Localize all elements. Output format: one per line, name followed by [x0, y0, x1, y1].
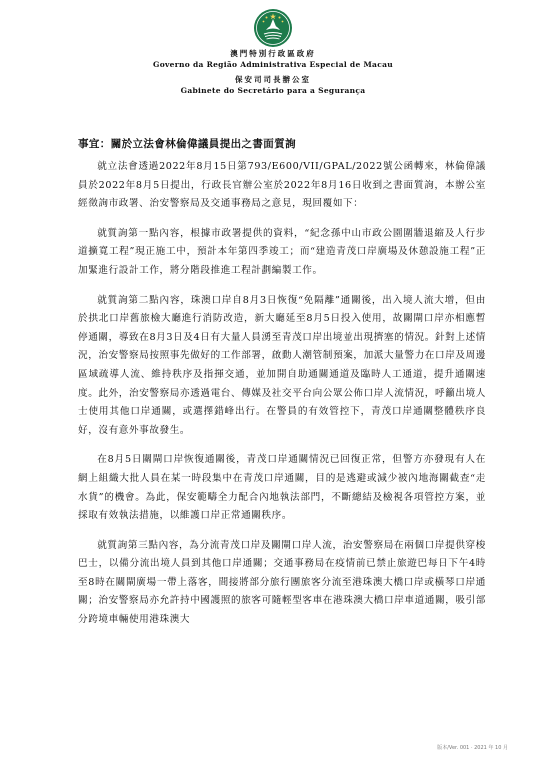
version-footer: 版本/Ver. 001 · 2021 年 10 月 [437, 745, 508, 751]
office-name-chinese: 保安司司長辦公室 [235, 75, 311, 84]
macau-emblem-icon [253, 8, 293, 48]
paragraph: 就質詢第二點內容，珠澳口岸自8月3日恢復“免隔離”通關後，出入境人流大增，但由於拱北口岸舊旅檢大廳進行消防改造，新大廳延至8月5日投入使用，故關閘口岸亦相應暫停通關，導致在8月3日及4日有大量人員湧至青茂口岸出境並出現擠塞的情況。針對上述情況，治安警察局按照事先做好的工作部署，啟動人潮管制預案，加派大量警力在口岸及周邊區域疏導人流、維持秩序及指揮交通，並加開自助通關通道及臨時人工通道，提升通關速度。此外，治安警察局亦透過電台、傳媒及社交平台向公眾公佈口岸人流情況，呼籲出境人士使用其他口岸通關，或選擇錯峰出行。在警員的有效管控下，青茂口岸通關整體秩序良好，沒有意外事故發生。 [78, 294, 486, 436]
paragraph: 在8月5日關閘口岸恢復通關後，青茂口岸通關情況已回復正常，但警方亦發現有人在網上組織大批人員在某一時段集中在青茂口岸通關，目的是逃避或減少被內地海關截查“走水貨”的機會。為此，保安範疇全力配合內地執法部門，不斷總結及檢視各項管控方案，並採取有效執法措施，以維護口岸正常通關秩序。 [78, 454, 486, 522]
letterhead [0, 8, 546, 96]
government-name-chinese: 澳門特別行政區政府 [230, 49, 316, 58]
paragraph: 就質詢第三點內容，為分流青茂口岸及關閘口岸人流，治安警察局在兩個口岸提供穿梭巴士，以備分流出境人員到其他口岸通關；交通事務局在疫情前已禁止旅遊巴每日下午4時至8時在關閘廣場一帶上落客，間接將部分旅行團旅客分流至港珠澳大橋口岸或橫琴口岸通關；治安警察局亦允許持中國護照的旅客可隨輕型客車在港珠澳大橋口岸車道通關，吸引部分跨境車輛使用港珠澳大 [78, 539, 486, 626]
subject-line: 事宜：關於立法會林倫偉議員提出之書面質詢 [78, 138, 296, 150]
paragraph: 就質詢第一點內容，根據市政署提供的資料，“紀念孫中山市政公園圍牆退縮及人行步道擴寬工程”現正施工中，預計本年第四季竣工；而“建造青茂口岸廣場及休憩設施工程”正加緊進行設計工作，將分階段推進工程計劃編製工作。 [78, 227, 486, 276]
letter-body [78, 158, 486, 641]
office-name-portuguese: Gabinete do Secretário para a Segurança [180, 86, 366, 95]
government-name-portuguese: Governo da Região Administrativa Especial de Macau [153, 60, 393, 69]
paragraph: 就立法會透過2022年8月15日第793/E600/VII/GPAL/2022號公函轉來，林倫偉議員於2022年8月5日提出，行政長官辦公室於2022年8月16日收到之書面質詢，本辦公室經徵詢市政署、治安警察局及交通事務局之意見，現回覆如下： [78, 161, 486, 210]
